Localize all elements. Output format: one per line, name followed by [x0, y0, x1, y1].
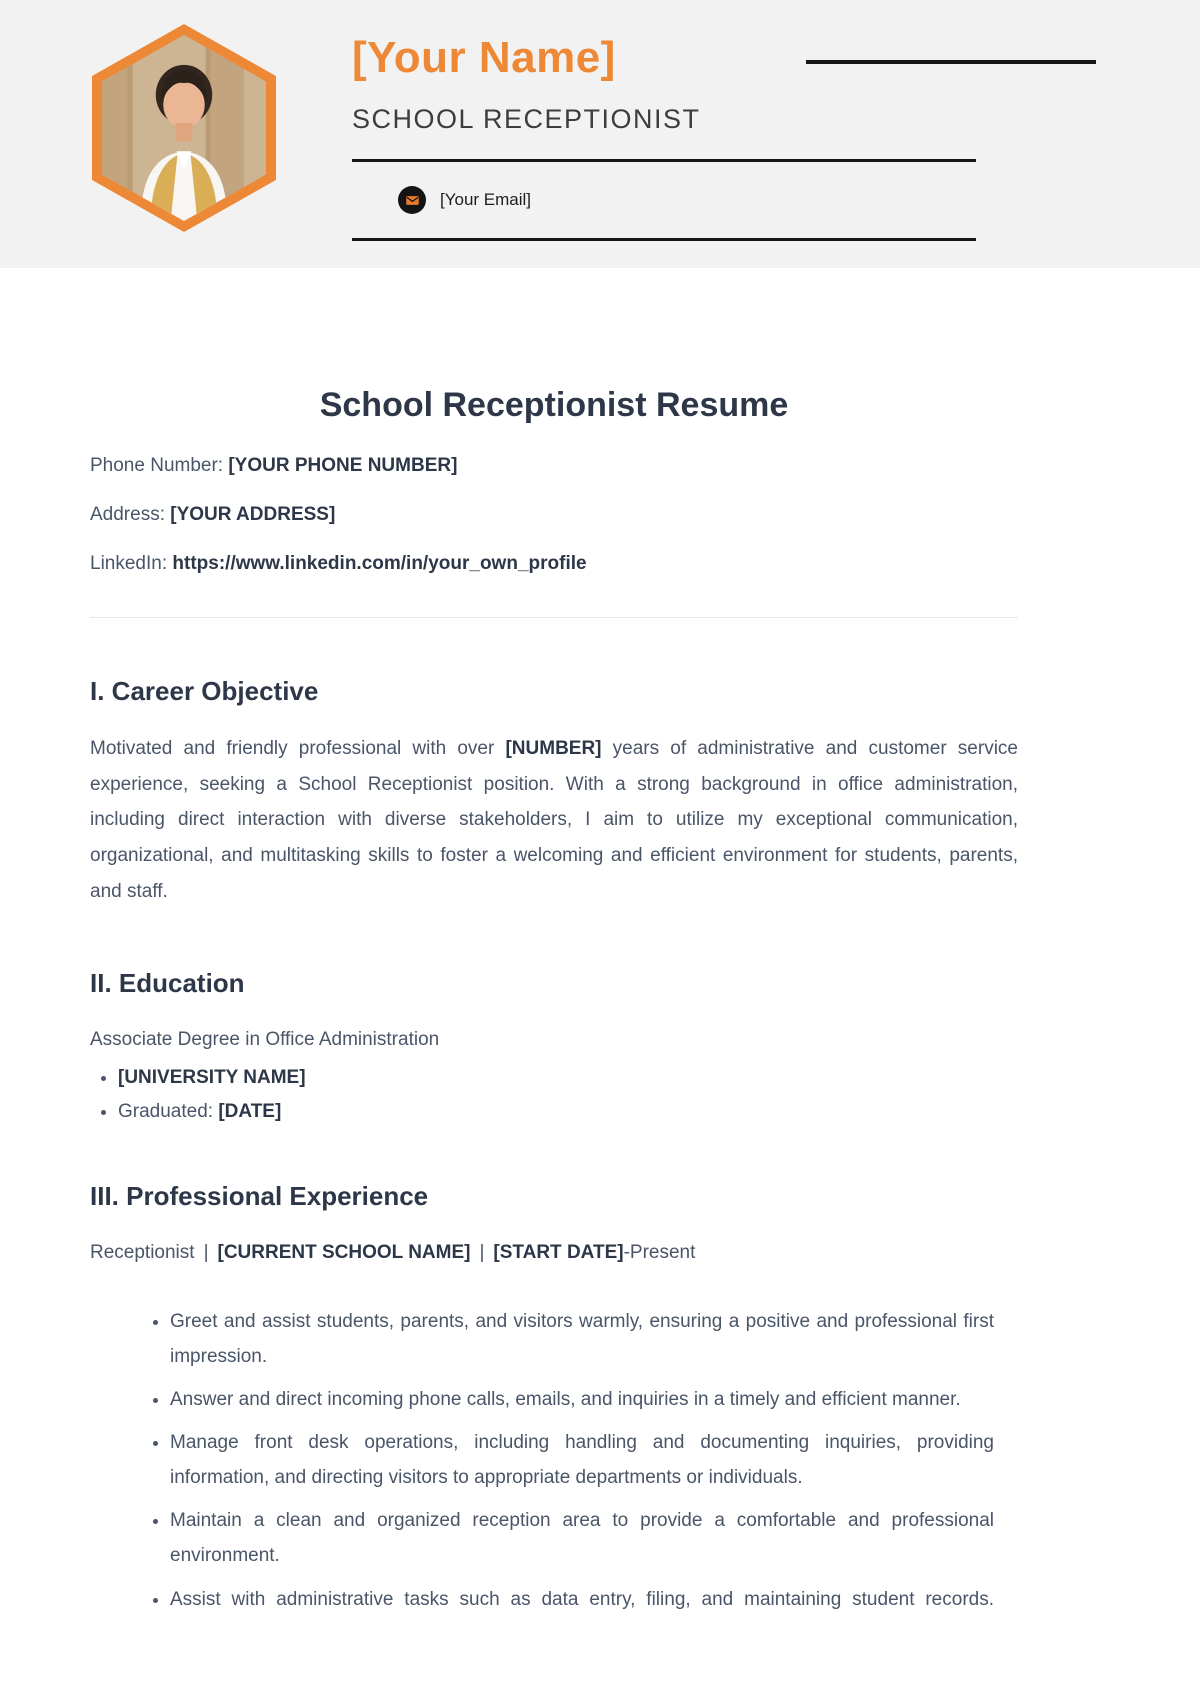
resume-document — [0, 268, 1200, 1617]
experience-heading: III. Professional Experience — [90, 1180, 429, 1211]
experience-bullet: • Answer and direct incoming phone calls, emails, and inquiries in a timely and efficient manner. — [170, 1382, 994, 1417]
experience-subtitle — [90, 1242, 1018, 1264]
section-divider — [90, 617, 1018, 618]
objective-text-before: Motivated and friendly professional with over — [90, 738, 506, 759]
contact-address-line — [90, 504, 1018, 526]
address-value: [YOUR ADDRESS] — [170, 504, 336, 525]
separator-bar: | — [203, 1241, 209, 1263]
graduated-date: [DATE] — [218, 1100, 282, 1122]
profile-photo — [102, 35, 266, 221]
experience-school: [CURRENT SCHOOL NAME] — [217, 1241, 471, 1263]
education-graduation-item — [118, 1101, 1018, 1123]
experience-bullet-list — [90, 1304, 994, 1617]
experience-start-date: [START DATE] — [493, 1241, 624, 1263]
experience-bullet: • Assist with administrative tasks such as data entry, filing, and maintaining student records. — [170, 1582, 994, 1617]
education-university-item — [118, 1067, 1018, 1089]
linkedin-url[interactable]: https://www.linkedin.com/in/your_own_profile — [172, 553, 587, 574]
education-heading: II. Education — [90, 967, 245, 998]
resume-title: School Receptionist Resume — [319, 386, 789, 424]
career-objective-heading: I. Career Objective — [90, 676, 319, 706]
experience-bullet: • Greet and assist students, parents, and visitors warmly, ensuring a positive and professional first impression. — [170, 1304, 994, 1374]
objective-number-placeholder: [NUMBER] — [505, 738, 602, 759]
graduated-label: Graduated: — [118, 1100, 219, 1122]
education-degree: Associate Degree in Office Administration — [90, 1028, 440, 1050]
envelope-icon — [398, 186, 426, 214]
linkedin-label: LinkedIn: — [90, 553, 173, 574]
email-row — [352, 159, 976, 241]
phone-value: [YOUR PHONE NUMBER] — [228, 455, 458, 476]
resume-header — [0, 0, 1200, 268]
contact-phone-line — [90, 455, 1018, 477]
email-value: [Your Email] — [440, 190, 532, 210]
experience-role: Receptionist — [90, 1241, 195, 1263]
university-name: [UNIVERSITY NAME] — [118, 1066, 306, 1088]
receptionist-portrait-illustration — [102, 35, 266, 221]
phone-label: Phone Number: — [90, 455, 229, 476]
person-role-title: SCHOOL RECEPTIONIST — [352, 104, 701, 135]
address-label: Address: — [90, 504, 171, 525]
experience-bullet: • Manage front desk operations, including handling and documenting inquiries, providing information, and directing visitors to appropriate departments or individuals. — [170, 1425, 994, 1495]
person-name: [Your Name] — [352, 33, 616, 82]
contact-linkedin-line — [90, 553, 1018, 575]
header-identity-block — [352, 34, 976, 241]
profile-photo-frame — [92, 24, 276, 232]
education-list — [90, 1067, 1018, 1123]
experience-bullet: • Maintain a clean and organized reception area to provide a comfortable and professional environment. — [170, 1503, 994, 1573]
objective-text-after: years of administrative and customer service experience, seeking a School Receptionist position. With a strong background in office administration, including direct interaction with diverse stakeholders, I aim to utilize my exceptional communication, organizational, and multitasking skills to foster a welcoming and efficient environment for students, parents, and staff. — [90, 738, 1018, 902]
experience-present-suffix: -Present — [623, 1241, 696, 1263]
career-objective-text — [90, 731, 1018, 910]
separator-bar: | — [479, 1241, 485, 1263]
